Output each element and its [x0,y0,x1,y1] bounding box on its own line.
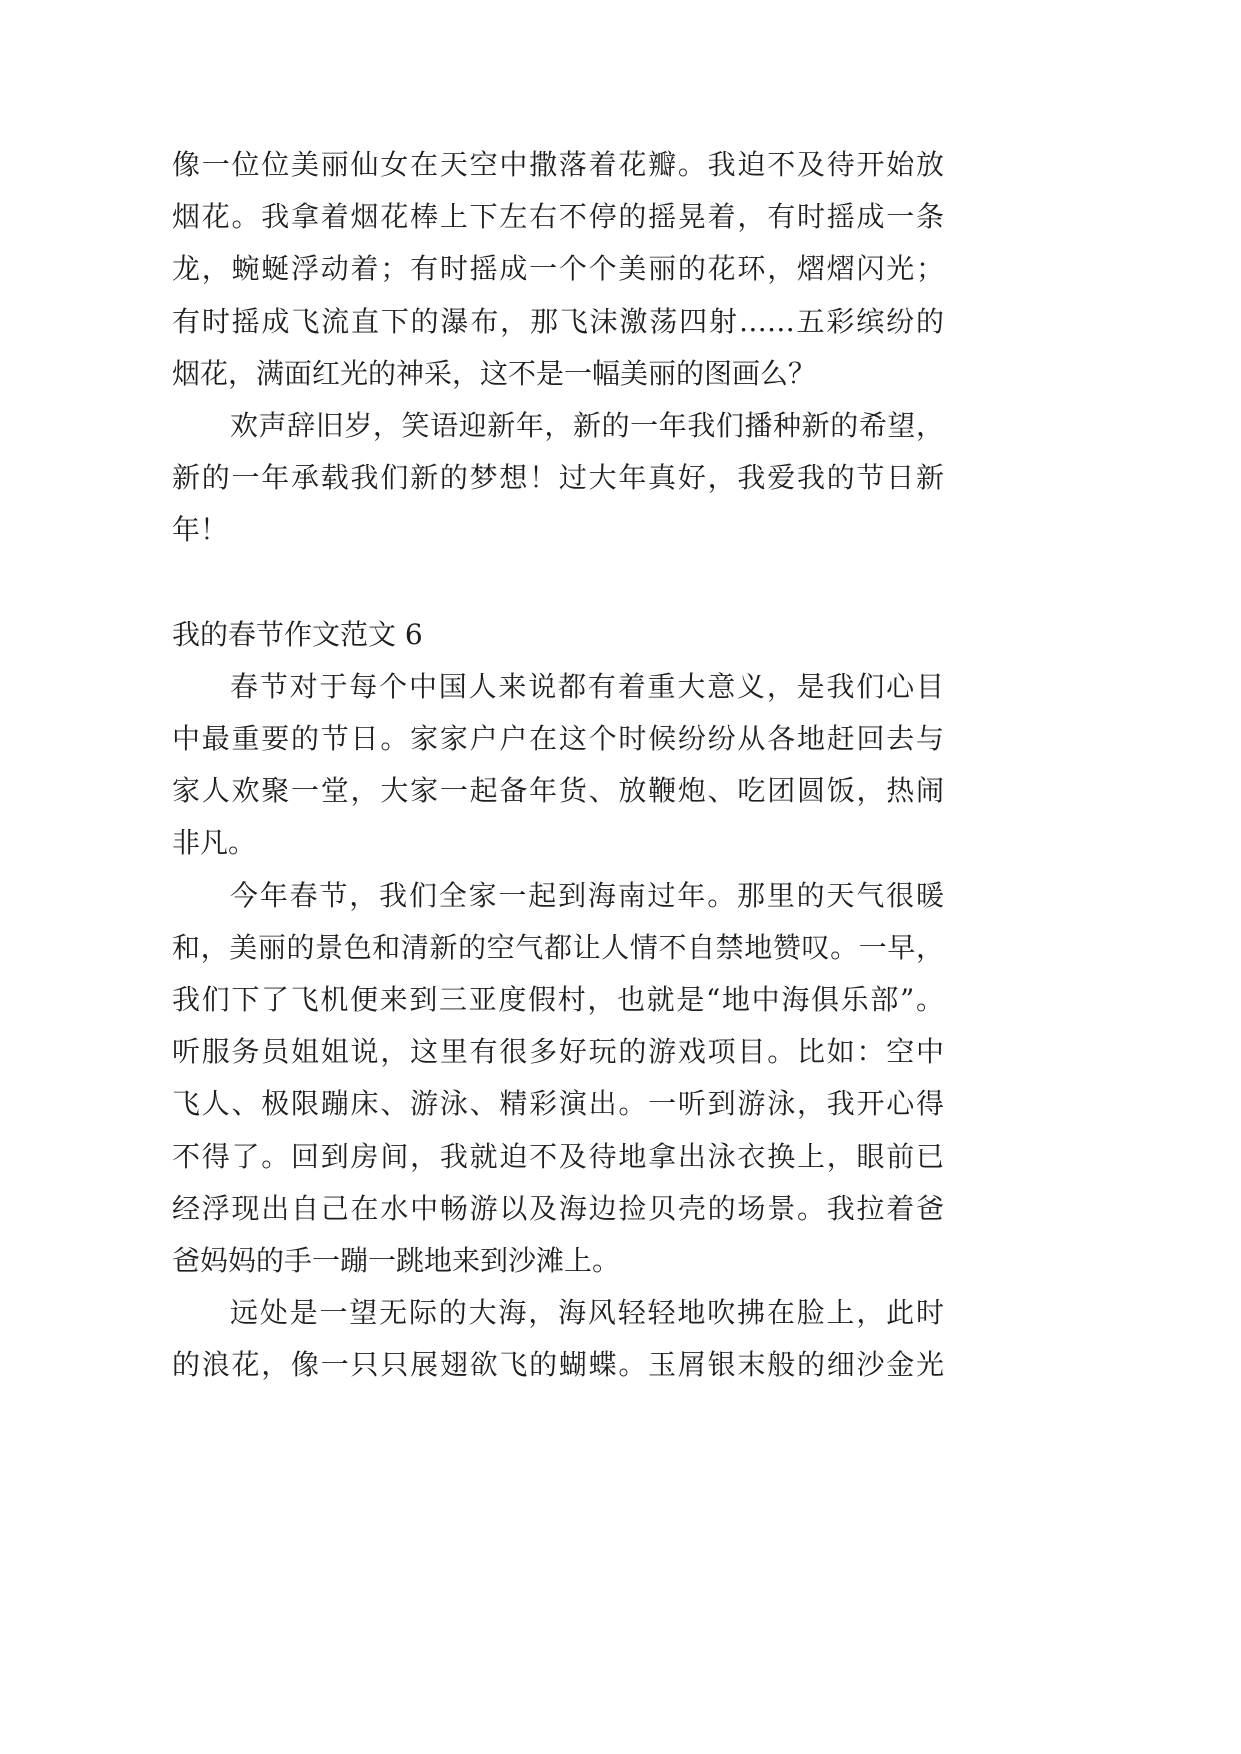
text-line: 的浪花，像一只只展翅欲飞的蝴蝶。玉屑银末般的细沙金光 [172,1348,944,1382]
paragraph [172,400,944,557]
text-line: 和，美丽的景色和清新的空气都让人情不自禁地赞叹。一早， [172,930,944,964]
text-line: 爸妈妈的手一蹦一跳地来到沙滩上。 [172,1243,621,1277]
text-line: 欢声辞旧岁，笑语迎新年，新的一年我们播种新的希望， [230,408,944,442]
text-line: 年！ [172,513,229,547]
text-line: 不得了。回到房间，我就迫不及待地拿出泳衣换上，眼前已 [172,1139,944,1173]
text-line: 新的一年承载我们新的梦想！过大年真好，我爱我的节日新 [172,461,944,495]
text-line: 非凡。 [172,826,257,860]
document-body [172,139,944,1392]
text-line: 我们下了飞机便来到三亚度假村，也就是“地中海俱乐部”。 [172,983,944,1016]
text-line: 经浮现出自己在水中畅游以及海边捡贝壳的场景。我拉着爸 [172,1191,944,1225]
text-line: 春节对于每个中国人来说都有着重大意义，是我们心目 [230,669,944,703]
text-line: 烟花，满面红光的神采，这不是一幅美丽的图画么？ [172,356,817,390]
paragraph [172,661,944,870]
text-line: 中最重要的节日。家家户户在这个时候纷纷从各地赶回去与 [172,722,944,756]
text-line: 龙，蜿蜒浮动着；有时摇成一个个美丽的花环，熠熠闪光； [172,252,944,286]
text-line: 烟花。我拿着烟花棒上下左右不停的摇晃着，有时摇成一条 [172,200,944,234]
paragraph [172,1287,944,1391]
text-line: 有时摇成飞流直下的瀑布，那飞沫激荡四射……五彩缤纷的 [172,304,944,338]
text-line: 今年春节，我们全家一起到海南过年。那里的天气很暖 [230,878,944,912]
text-line: 像一位位美丽仙女在天空中撒落着花瓣。我迫不及待开始放 [172,148,944,181]
paragraph [172,139,944,400]
blank-line [172,557,944,609]
text-line: 家人欢聚一堂，大家一起备年货、放鞭炮、吃团圆饭，热闹 [172,774,944,808]
text-line: 远处是一望无际的大海，海风轻轻地吹拂在脸上，此时 [230,1296,944,1330]
text-line: 听服务员姐姐说，这里有很多好玩的游戏项目。比如：空中 [172,1035,944,1069]
text-line: 飞人、极限蹦床、游泳、精彩演出。一听到游泳，我开心得 [172,1087,944,1121]
section-heading: 我的春节作文范文 6 [172,617,423,651]
paragraph [172,870,944,1288]
